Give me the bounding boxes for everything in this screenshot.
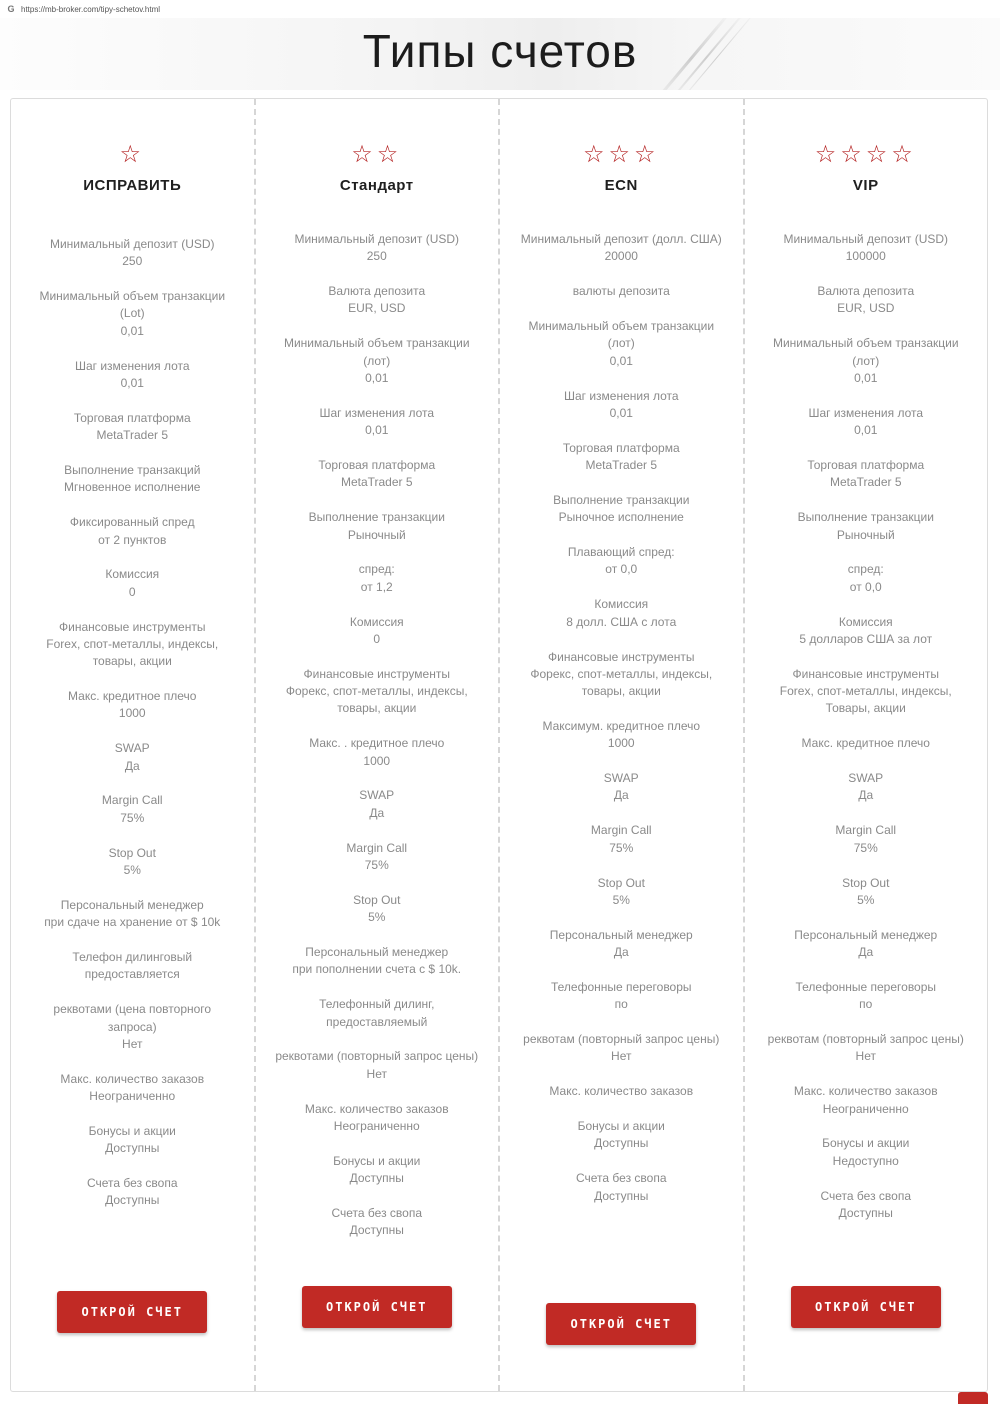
feature-row: Торговая платформа MetaTrader 5 <box>562 440 680 473</box>
feature-row: Финансовые инструменты Форекс, спот-металлы, индексы, товары, акции <box>530 649 713 699</box>
feature-row: Минимальный депозит (USD) 250 <box>49 237 215 269</box>
feature-row: Валюта депозита EUR, USD <box>328 284 426 316</box>
feature-row: Минимальный депозит (долл. США) 20000 <box>520 232 722 264</box>
feature-row: Stop Out 5% <box>597 875 645 907</box>
feature-row: SWAP Да <box>114 741 150 773</box>
feature-row: SWAP Да <box>848 771 884 803</box>
account-features <box>518 231 725 1223</box>
feature-row: реквотам (повторный запрос цены) Нет <box>767 1032 964 1064</box>
feature-row: Максимум. кредитное плечо 1000 <box>542 718 701 751</box>
account-features <box>29 236 236 1227</box>
feature-row: SWAP Да <box>359 788 395 820</box>
feature-row: Шаг изменения лота 0,01 <box>74 358 190 390</box>
feature-row: Счета без свопа Доступны <box>820 1188 911 1220</box>
star-rating-icon: ☆ <box>119 141 145 168</box>
feature-row: Макс. кредитное плечо 1000 <box>68 689 197 721</box>
scroll-top-button[interactable] <box>958 1392 988 1404</box>
feature-row: реквотами (цена повторного запроса) Нет <box>53 1002 212 1051</box>
open-account-button[interactable]: ОТКРОЙ СЧЕТ <box>546 1303 696 1345</box>
feature-row: Комиссия 0 <box>105 567 160 599</box>
account-features <box>274 231 481 1257</box>
feature-row: Stop Out 5% <box>842 875 890 907</box>
feature-row: Минимальный депозит (USD) 250 <box>294 232 460 264</box>
feature-row: Margin Call 75% <box>346 840 408 872</box>
feature-row: Торговая платформа MetaTrader 5 <box>318 458 436 490</box>
feature-row: Счета без свопа Доступны <box>87 1176 178 1208</box>
feature-row: Комиссия 8 долл. США с лота <box>566 597 677 629</box>
open-account-button[interactable]: ОТКРОЙ СЧЕТ <box>57 1291 207 1333</box>
feature-row: Минимальный объем транзакции (Lot) 0,01 <box>39 289 226 338</box>
address-bar[interactable] <box>0 0 1000 19</box>
accounts-table <box>10 98 988 1392</box>
feature-row: Выполнение транзакции Рыночный <box>797 510 934 542</box>
feature-row: Финансовые инструменты Форекс, спот-металлы, индексы, товары, акции <box>285 666 468 716</box>
feature-row: Бонусы и акции Доступны <box>333 1153 421 1186</box>
feature-row: Макс. количество заказов Неограниченно <box>60 1071 205 1103</box>
feature-row: Макс. кредитное плечо <box>801 736 930 751</box>
feature-row: Финансовые инструменты Forex, спот-металлы, индексы, товары, акции <box>46 619 219 669</box>
feature-row: Счета без свопа Доступны <box>331 1205 422 1238</box>
feature-row: Телефонный дилинг, предоставляемый <box>319 997 435 1029</box>
feature-row: Телефонные переговоры по <box>795 979 937 1012</box>
feature-row: Margin Call 75% <box>101 793 163 825</box>
star-rating-icon: ☆☆☆☆ <box>814 141 917 168</box>
feature-row: Margin Call 75% <box>590 823 652 855</box>
feature-row: Персональный менеджер Да <box>794 927 938 960</box>
feature-row: спред: от 0,0 <box>847 562 884 594</box>
feature-row: Выполнение транзакции Рыночный <box>308 510 445 542</box>
feature-row: Макс. количество заказов Неограниченно <box>793 1084 938 1116</box>
google-icon: G <box>7 4 15 14</box>
page-title: Типы счетов <box>362 25 638 77</box>
feature-row: Персональный менеджер при сдаче на хранение от $ 10k <box>44 897 221 930</box>
feature-row: SWAP Да <box>603 771 639 803</box>
feature-row: Макс. . кредитное плечо 1000 <box>309 736 445 768</box>
feature-row: Stop Out 5% <box>353 892 401 925</box>
feature-row: Фиксированный спред от 2 пунктов <box>69 515 195 547</box>
open-account-button[interactable]: ОТКРОЙ СЧЕТ <box>791 1286 941 1328</box>
star-rating-icon: ☆☆ <box>351 141 403 168</box>
feature-row: Комиссия 5 долларов США за лот <box>799 614 933 646</box>
feature-row: Выполнение транзакций Мгновенное исполнение <box>64 463 201 495</box>
feature-row: Торговая платформа MetaTrader 5 <box>807 458 925 490</box>
feature-row: валюты депозита <box>572 284 670 299</box>
url-text[interactable]: https://mb-broker.com/tipy-schetov.html <box>21 4 161 14</box>
account-column-ispravit <box>11 99 256 1391</box>
page-header <box>0 18 1000 90</box>
feature-row: Шаг изменения лота 0,01 <box>563 388 679 420</box>
feature-row: Макс. количество заказов <box>549 1084 694 1099</box>
feature-row: Шаг изменения лота 0,01 <box>319 405 435 438</box>
account-features <box>763 231 970 1240</box>
feature-row: Торговая платформа MetaTrader 5 <box>73 410 191 443</box>
feature-row: Счета без свопа Доступны <box>576 1171 667 1203</box>
feature-row: Бонусы и акции Доступны <box>88 1123 176 1156</box>
feature-row: Плавающий спред: от 0,0 <box>567 545 675 577</box>
account-name: ИСПРАВИТЬ <box>83 177 182 194</box>
feature-row: Макс. количество заказов Неограниченно <box>304 1101 449 1133</box>
feature-row: Финансовые инструменты Forex, спот-металлы, индексы, Товары, акции <box>779 666 952 716</box>
feature-row: Минимальный объем транзакции (лот) 0,01 <box>283 336 470 385</box>
feature-row: Stop Out 5% <box>108 845 156 877</box>
feature-row: Минимальный депозит (USD) 100000 <box>783 232 949 264</box>
feature-row: Бонусы и акции Недоступно <box>822 1136 910 1168</box>
feature-row: Валюта депозита EUR, USD <box>817 284 915 316</box>
feature-row: Margin Call 75% <box>835 823 897 855</box>
open-account-button[interactable]: ОТКРОЙ СЧЕТ <box>302 1286 452 1328</box>
feature-row: Персональный менеджер при пополнении счета с $ 10k. <box>292 945 462 977</box>
account-name: VIP <box>852 177 879 194</box>
account-name: Стандарт <box>339 177 414 194</box>
account-name: ECN <box>604 177 638 194</box>
feature-row: Бонусы и акции Доступны <box>577 1119 665 1151</box>
feature-row: Выполнение транзакции Рыночное исполнение <box>553 492 690 525</box>
feature-row: Комиссия 0 <box>349 614 404 646</box>
account-column-vip <box>745 99 988 1391</box>
feature-row: Минимальный объем транзакции (лот) 0,01 <box>772 336 959 385</box>
feature-row: Шаг изменения лота 0,01 <box>808 405 924 438</box>
feature-row: реквотам (повторный запрос цены) Нет <box>523 1032 720 1064</box>
feature-row: Телефон дилинговый предоставляется <box>72 950 193 982</box>
feature-row: Телефонные переговоры по <box>550 979 692 1012</box>
feature-row: Персональный менеджер Да <box>549 927 693 960</box>
feature-row: спред: от 1,2 <box>358 562 395 594</box>
feature-row: реквотами (повторный запрос цены) Нет <box>275 1049 479 1081</box>
account-column-standart <box>256 99 501 1391</box>
star-rating-icon: ☆☆☆ <box>582 141 660 168</box>
account-column-ecn <box>500 99 745 1391</box>
feature-row: Минимальный объем транзакции (лот) 0,01 <box>528 319 715 368</box>
